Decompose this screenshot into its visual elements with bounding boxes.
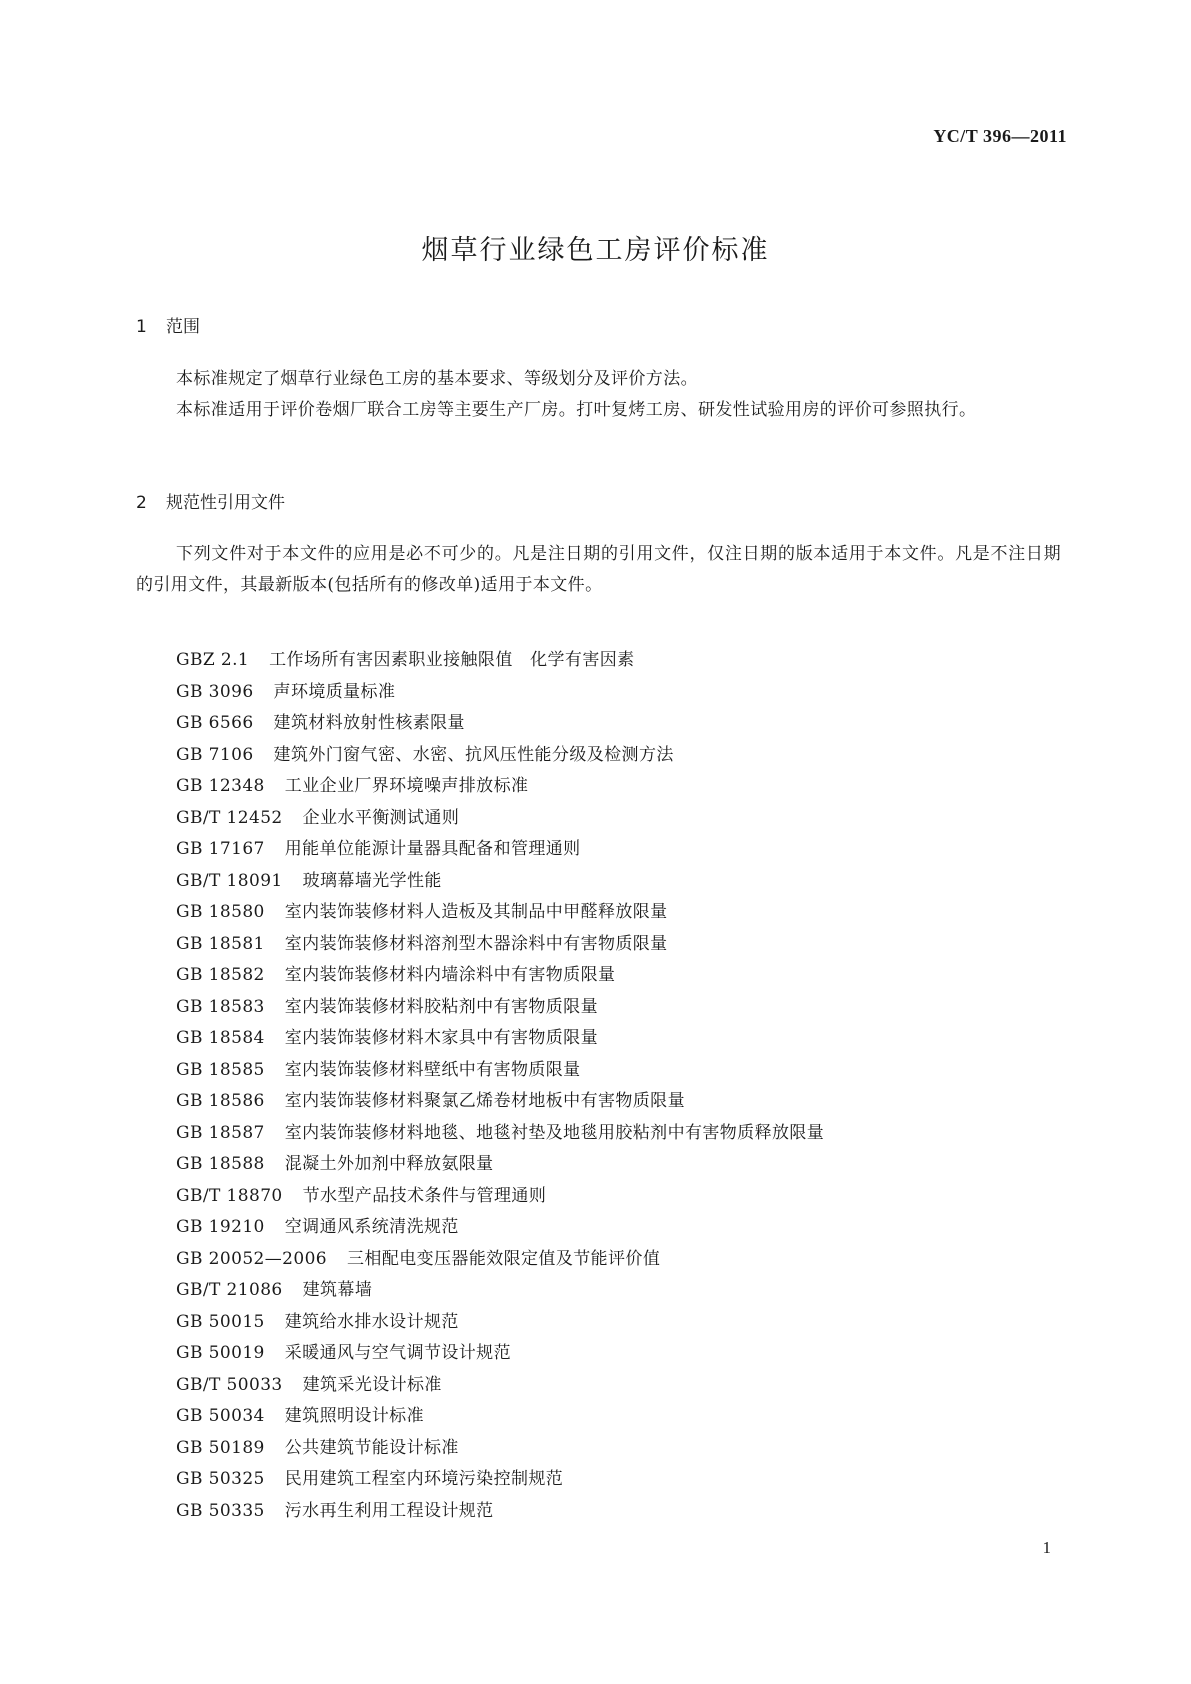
reference-title: 三相配电变压器能效限定值及节能评价值: [347, 1248, 661, 1269]
reference-code: GB 19210: [176, 1217, 265, 1237]
reference-title: 公共建筑节能设计标准: [284, 1437, 459, 1458]
reference-title: 玻璃幕墙光学性能: [302, 870, 442, 891]
reference-item: [176, 1307, 824, 1339]
reference-code: GB 6566: [176, 713, 254, 733]
reference-item: [176, 897, 824, 929]
reference-code: GB 17167: [176, 839, 265, 859]
reference-title: 建筑幕墙: [302, 1280, 373, 1300]
reference-code: GB/T 12452: [176, 807, 283, 828]
section-title: 规范性引用文件: [166, 493, 285, 513]
reference-title: 室内装饰装修材料壁纸中有害物质限量: [284, 1059, 581, 1080]
reference-title: 建筑给水排水设计规范: [284, 1311, 459, 1332]
reference-title: 采暖通风与空气调节设计规范: [284, 1343, 511, 1363]
reference-title: 工业企业厂界环境噪声排放标准: [284, 776, 529, 796]
reference-item: [176, 929, 824, 961]
reference-item: [176, 1496, 824, 1528]
reference-title: 室内装饰装修材料内墙涂料中有害物质限量: [284, 965, 616, 985]
normative-reference-list: [176, 645, 824, 1527]
reference-code: GB 18583: [176, 996, 265, 1017]
reference-title: 空调通风系统清洗规范: [284, 1217, 459, 1237]
reference-item: [176, 1023, 824, 1055]
reference-item: [176, 1149, 824, 1181]
reference-item: [176, 1370, 824, 1402]
reference-item: [176, 1464, 824, 1496]
document-title: 烟草行业绿色工房评价标准: [421, 235, 770, 266]
reference-item: [176, 1275, 824, 1307]
reference-item: [176, 740, 824, 772]
reference-code: GB 50034: [176, 1406, 265, 1426]
reference-item: [176, 1433, 824, 1465]
reference-item: [176, 1086, 824, 1118]
normative-intro-paragraph: 下列文件对于本文件的应用是必不可少的。凡是注日期的引用文件，仅注日期的版本适用于本文件。凡是不注日期的引用文件，其最新版本(包括所有的修改单)适用于本文件。: [136, 544, 1061, 595]
section-number: 1: [136, 317, 147, 337]
reference-code: GB 50325: [176, 1469, 265, 1489]
reference-code: GB 50019: [176, 1343, 265, 1363]
reference-code: GB 18587: [176, 1122, 265, 1143]
reference-item: [176, 708, 824, 740]
section-title: 范围: [166, 317, 200, 337]
reference-title: 民用建筑工程室内环境污染控制规范: [284, 1469, 564, 1489]
reference-item: [176, 1118, 824, 1150]
reference-item: [176, 677, 824, 709]
reference-code: GB 18588: [176, 1154, 265, 1174]
reference-title: 室内装饰装修材料聚氯乙烯卷材地板中有害物质限量: [284, 1091, 685, 1111]
reference-item: [176, 1244, 824, 1276]
reference-item: [176, 960, 824, 992]
reference-item: [176, 866, 824, 898]
reference-item: [176, 1181, 824, 1213]
reference-code: GB 20052—2006: [176, 1248, 328, 1269]
reference-title: 混凝土外加剂中释放氨限量: [284, 1154, 494, 1174]
reference-code: GB/T 21086: [176, 1280, 283, 1300]
reference-title: 建筑材料放射性核素限量: [273, 713, 465, 733]
reference-title: 建筑照明设计标准: [284, 1406, 424, 1426]
reference-title: 建筑外门窗气密、水密、抗风压性能分级及检测方法: [273, 744, 674, 765]
reference-title: 室内装饰装修材料人造板及其制品中甲醛释放限量: [284, 902, 668, 922]
scope-paragraph-1: 本标准规定了烟草行业绿色工房的基本要求、等级划分及评价方法。: [176, 369, 698, 389]
reference-item: [176, 645, 824, 677]
section-2-heading: [136, 488, 285, 513]
standard-code: YC/T 396—2011: [933, 126, 1067, 146]
reference-code: GB/T 18091: [176, 870, 283, 891]
reference-title: 工作场所有害因素职业接触限值 化学有害因素: [269, 650, 635, 670]
reference-item: [176, 992, 824, 1024]
reference-code: GB/T 50033: [176, 1374, 283, 1395]
reference-code: GB 50335: [176, 1500, 265, 1521]
reference-code: GB 50015: [176, 1311, 265, 1332]
reference-code: GB 12348: [176, 776, 265, 796]
reference-code: GB 7106: [176, 744, 254, 765]
reference-code: GBZ 2.1: [176, 650, 250, 670]
reference-title: 室内装饰装修材料木家具中有害物质限量: [284, 1028, 598, 1048]
reference-item: [176, 803, 824, 835]
reference-item: [176, 1401, 824, 1433]
reference-item: [176, 1338, 824, 1370]
reference-item: [176, 771, 824, 803]
reference-item: [176, 834, 824, 866]
reference-title: 建筑采光设计标准: [302, 1374, 442, 1395]
reference-code: GB 18582: [176, 965, 265, 985]
reference-code: GB 18580: [176, 902, 265, 922]
reference-title: 企业水平衡测试通则: [302, 807, 460, 828]
reference-title: 声环境质量标准: [273, 681, 396, 702]
reference-code: GB 18585: [176, 1059, 265, 1080]
reference-code: GB 3096: [176, 681, 254, 702]
reference-code: GB/T 18870: [176, 1185, 283, 1206]
reference-title: 室内装饰装修材料地毯、地毯衬垫及地毯用胶粘剂中有害物质释放限量: [284, 1122, 825, 1143]
scope-paragraph-2: 本标准适用于评价卷烟厂联合工房等主要生产厂房。打叶复烤工房、研发性试验用房的评价可参照执行。: [176, 400, 977, 420]
reference-code: GB 18584: [176, 1028, 265, 1048]
section-number: 2: [136, 493, 147, 513]
reference-code: GB 18586: [176, 1091, 265, 1111]
reference-code: GB 18581: [176, 933, 265, 954]
reference-title: 室内装饰装修材料溶剂型木器涂料中有害物质限量: [284, 933, 668, 954]
reference-title: 用能单位能源计量器具配备和管理通则: [284, 839, 581, 859]
reference-title: 污水再生利用工程设计规范: [284, 1500, 494, 1521]
reference-title: 节水型产品技术条件与管理通则: [302, 1185, 547, 1206]
page-number: 1: [1042, 1538, 1051, 1557]
reference-item: [176, 1212, 824, 1244]
reference-title: 室内装饰装修材料胶粘剂中有害物质限量: [284, 996, 598, 1017]
section-1-heading: [136, 312, 200, 337]
reference-code: GB 50189: [176, 1437, 265, 1458]
reference-item: [176, 1055, 824, 1087]
